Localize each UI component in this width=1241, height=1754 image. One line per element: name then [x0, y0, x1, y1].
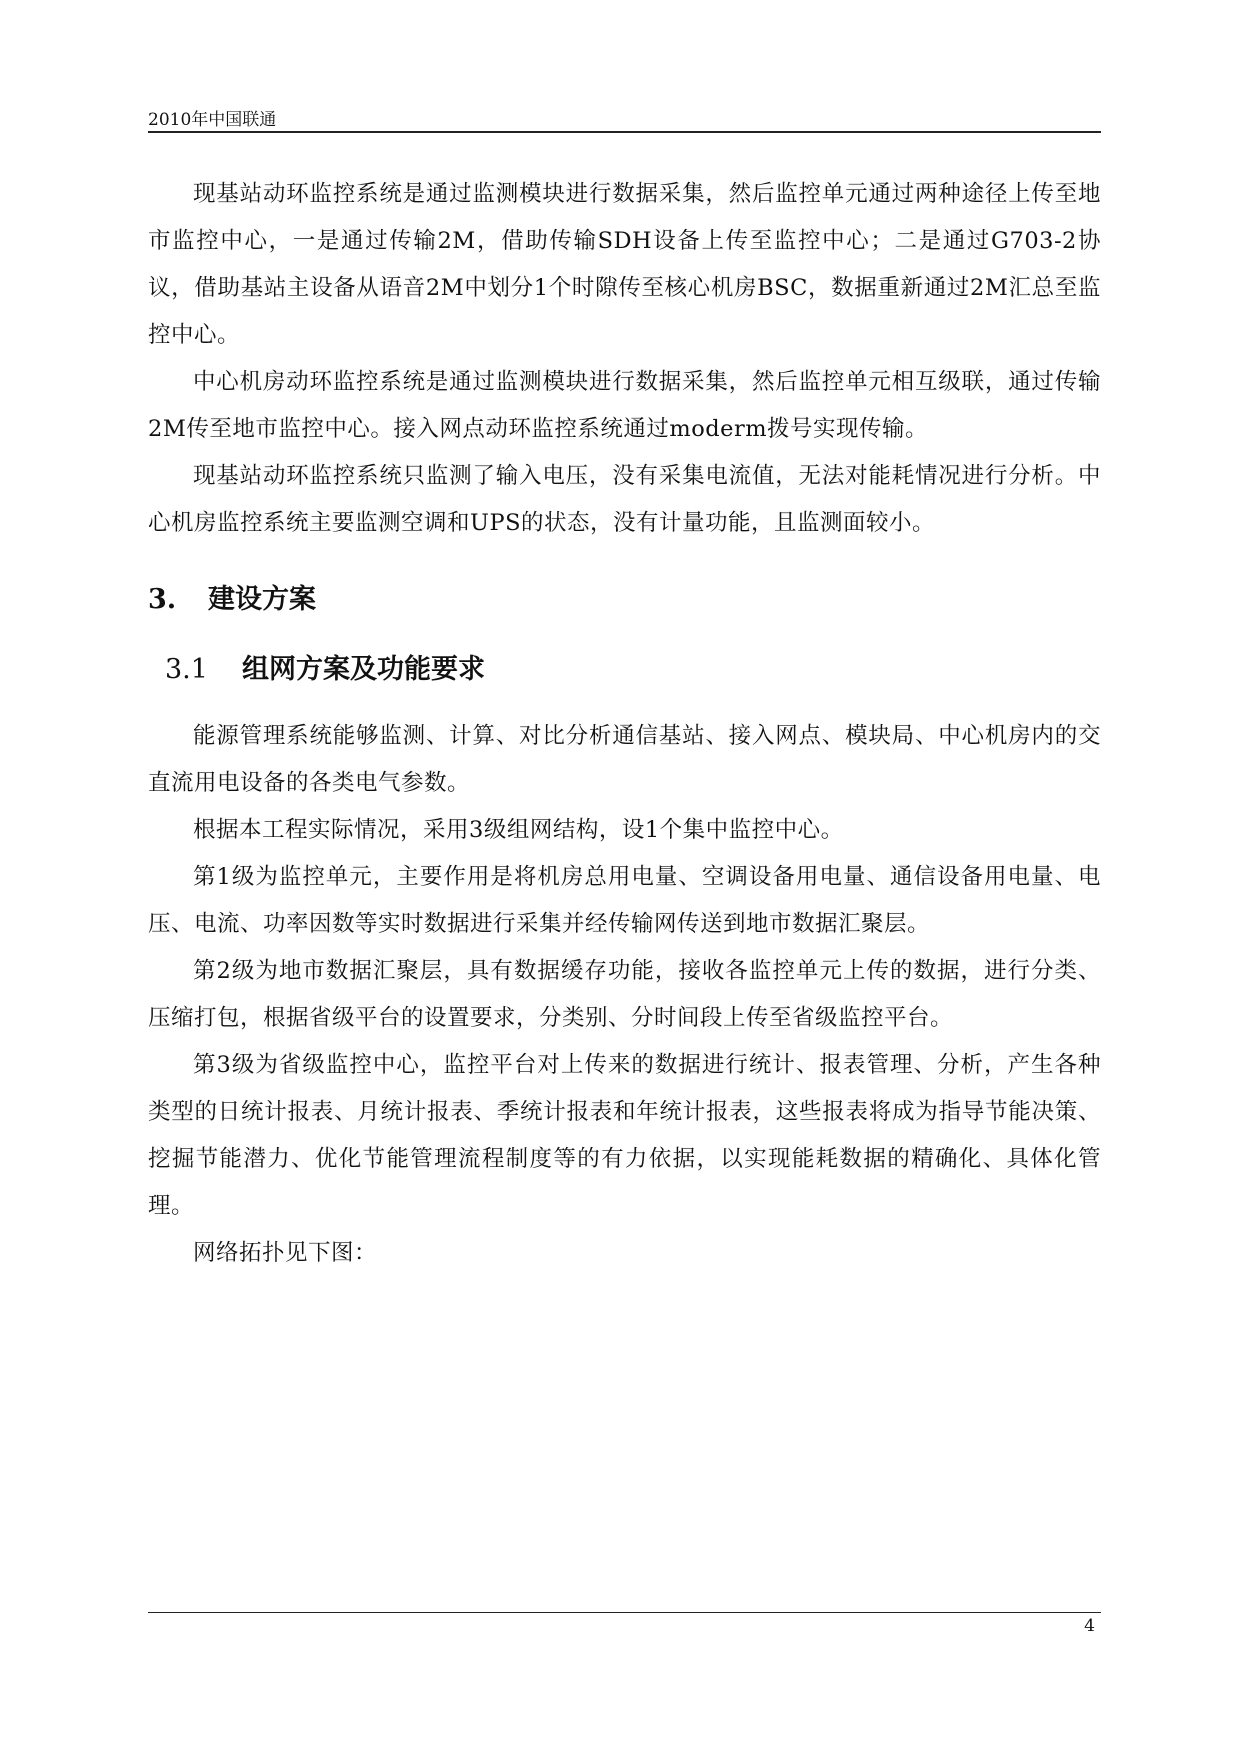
- paragraph: 第2级为地市数据汇聚层，具有数据缓存功能，接收各监控单元上传的数据，进行分类、压缩打包，根据省级平台的设置要求，分类别、分时间段上传至省级监控平台。: [148, 958, 1101, 1031]
- footer-divider: [148, 1612, 1101, 1613]
- paragraph: 网络拓扑见下图：: [193, 1240, 378, 1266]
- section-heading-3: [148, 580, 316, 620]
- paragraph: 根据本工程实际情况，采用3级组网结构，设1个集中监控中心。: [193, 817, 844, 843]
- page-number: 4: [1084, 1616, 1095, 1636]
- paragraph: 第3级为省级监控中心，监控平台对上传来的数据进行统计、报表管理、分析，产生各种类型的日统计报表、月统计报表、季统计报表和年统计报表，这些报表将成为指导节能决策、挖掘节能潜力、优化节能管理流程制度等的有力依据，以实现能耗数据的精确化、具体化管理。: [148, 1052, 1101, 1219]
- subsection-title: 组网方案及功能要求: [242, 654, 485, 685]
- subsection-heading-3-1: [165, 650, 485, 690]
- paragraph: 第1级为监控单元，主要作用是将机房总用电量、空调设备用电量、通信设备用电量、电压、电流、功率因数等实时数据进行采集并经传输网传送到地市数据汇聚层。: [148, 864, 1101, 937]
- subsection-number: 3.1: [165, 654, 208, 685]
- intro-text-block: [148, 171, 1101, 547]
- paragraph: 现基站动环监控系统是通过监测模块进行数据采集，然后监控单元通过两种途径上传至地市监控中心，一是通过传输2M，借助传输SDH设备上传至监控中心；二是通过G703-2协议，借助基站主设备从语音2M中划分1个时隙传至核心机房BSC，数据重新通过2M汇总至监控中心。: [148, 181, 1101, 348]
- paragraph: 能源管理系统能够监测、计算、对比分析通信基站、接入网点、模块局、中心机房内的交直流用电设备的各类电气参数。: [148, 723, 1101, 796]
- section-title: 建设方案: [208, 584, 316, 615]
- section-number: 3.: [148, 584, 177, 615]
- page-header: 2010年中国联通: [148, 110, 277, 130]
- paragraph: 现基站动环监控系统只监测了输入电压，没有采集电流值，无法对能耗情况进行分析。中心机房监控系统主要监测空调和UPS的状态，没有计量功能，且监测面较小。: [148, 463, 1101, 536]
- section-text-block: [148, 713, 1101, 1277]
- paragraph: 中心机房动环监控系统是通过监测模块进行数据采集，然后监控单元相互级联，通过传输2M传至地市监控中心。接入网点动环监控系统通过moderm拨号实现传输。: [148, 369, 1101, 442]
- header-divider: [148, 131, 1101, 133]
